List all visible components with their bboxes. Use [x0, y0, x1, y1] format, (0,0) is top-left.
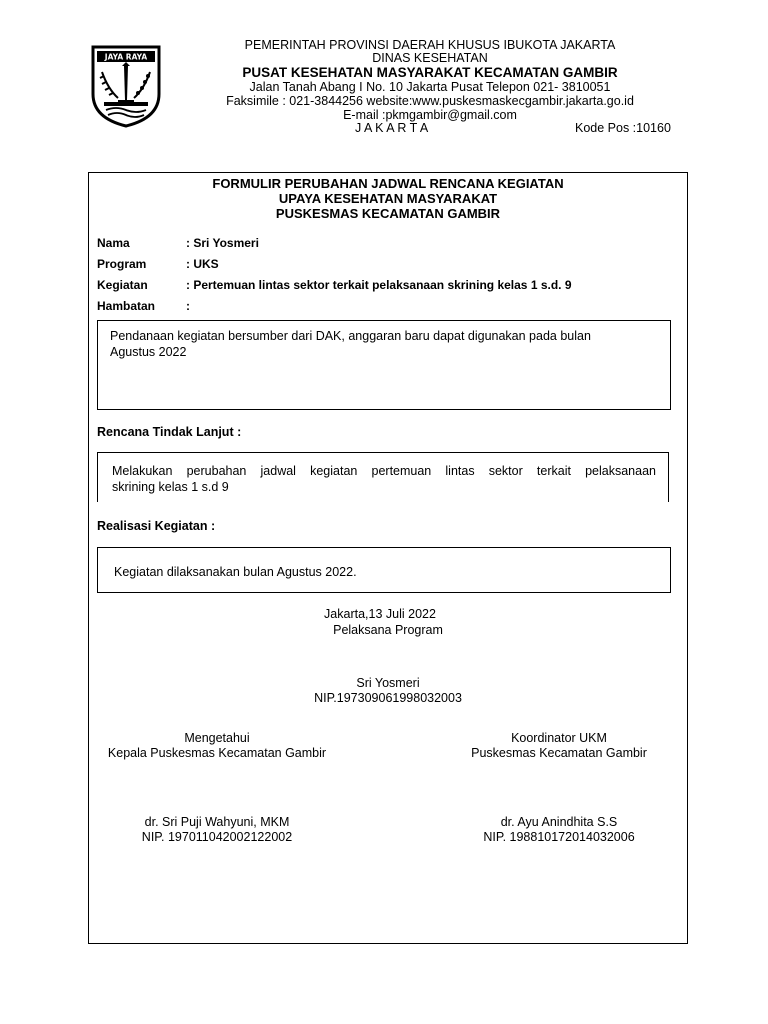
right-title-2: Puskesmas Kecamatan Gambir: [471, 746, 647, 760]
field-label-hambatan: Hambatan: [97, 299, 156, 313]
sign-name: Sri Yosmeri: [356, 676, 420, 690]
hambatan-text-2: Agustus 2022: [110, 345, 187, 359]
header-line2: DINAS KESEHATAN: [372, 51, 488, 65]
rtl-label: Rencana Tindak Lanjut :: [97, 425, 242, 439]
field-label-program: Program: [97, 257, 147, 271]
rtl-box: [97, 452, 669, 502]
right-name: dr. Ayu Anindhita S.S: [500, 815, 618, 829]
header-line1: PEMERINTAH PROVINSI DAERAH KHUSUS IBUKOTA JAKARTA: [244, 38, 616, 52]
sign-date: Jakarta,13 Juli 2022: [324, 607, 436, 621]
left-title-2: Kepala Puskesmas Kecamatan Gambir: [107, 746, 327, 760]
sign-nip: NIP.197309061998032003: [314, 691, 462, 705]
right-title-1: Koordinator UKM: [511, 731, 607, 745]
logo-text: JAYA RAYA: [104, 52, 148, 62]
rtl-text-2: skrining kelas 1 s.d 9: [112, 480, 229, 494]
rtl-text-1: Melakukan perubahan jadwal kegiatan pertemuan lintas sektor terkait pelaksanaan: [112, 464, 656, 478]
field-value-kegiatan: : Pertemuan lintas sektor terkait pelaksanaan skrining kelas 1 s.d. 9: [186, 278, 572, 292]
header-line4: Jalan Tanah Abang I No. 10 Jakarta Pusat Telepon 021- 3810051: [249, 80, 611, 94]
header-line6: E-mail :pkmgambir@gmail.com: [343, 108, 517, 122]
header-line3: PUSAT KESEHATAN MASYARAKAT KECAMATAN GAMBIR: [242, 65, 618, 80]
left-nip: NIP. 197011042002122002: [141, 830, 293, 844]
field-value-nama: : Sri Yosmeri: [186, 236, 259, 250]
header-line5: Faksimile : 021-3844256 website:www.puskesmaskecgambir.jakarta.go.id: [226, 94, 634, 108]
left-name: dr. Sri Puji Wahyuni, MKM: [144, 815, 290, 829]
jaya-raya-logo: [90, 44, 162, 128]
field-label-nama: Nama: [97, 236, 130, 250]
form-title-3: PUSKESMAS KECAMATAN GAMBIR: [275, 206, 501, 221]
form-title-1: FORMULIR PERUBAHAN JADWAL RENCANA KEGIATAN: [212, 176, 564, 191]
right-nip: NIP. 198810172014032006: [483, 830, 635, 844]
realisasi-box: [97, 547, 671, 593]
left-title-1: Mengetahui: [184, 731, 250, 745]
form-title-2: UPAYA KESEHATAN MASYARAKAT: [278, 191, 498, 206]
header-city: J A K A R T A: [355, 121, 429, 135]
field-label-kegiatan: Kegiatan: [97, 278, 148, 292]
realisasi-text: Kegiatan dilaksanakan bulan Agustus 2022.: [114, 565, 357, 579]
realisasi-label: Realisasi Kegiatan :: [97, 519, 216, 533]
header-postal: Kode Pos :10160: [575, 121, 671, 135]
field-value-hambatan: :: [186, 299, 190, 313]
hambatan-text-1: Pendanaan kegiatan bersumber dari DAK, anggaran baru dapat digunakan pada bulan: [110, 329, 591, 343]
hambatan-box: [97, 320, 671, 410]
field-value-program: : UKS: [186, 257, 219, 271]
sign-role: Pelaksana Program: [333, 623, 443, 637]
